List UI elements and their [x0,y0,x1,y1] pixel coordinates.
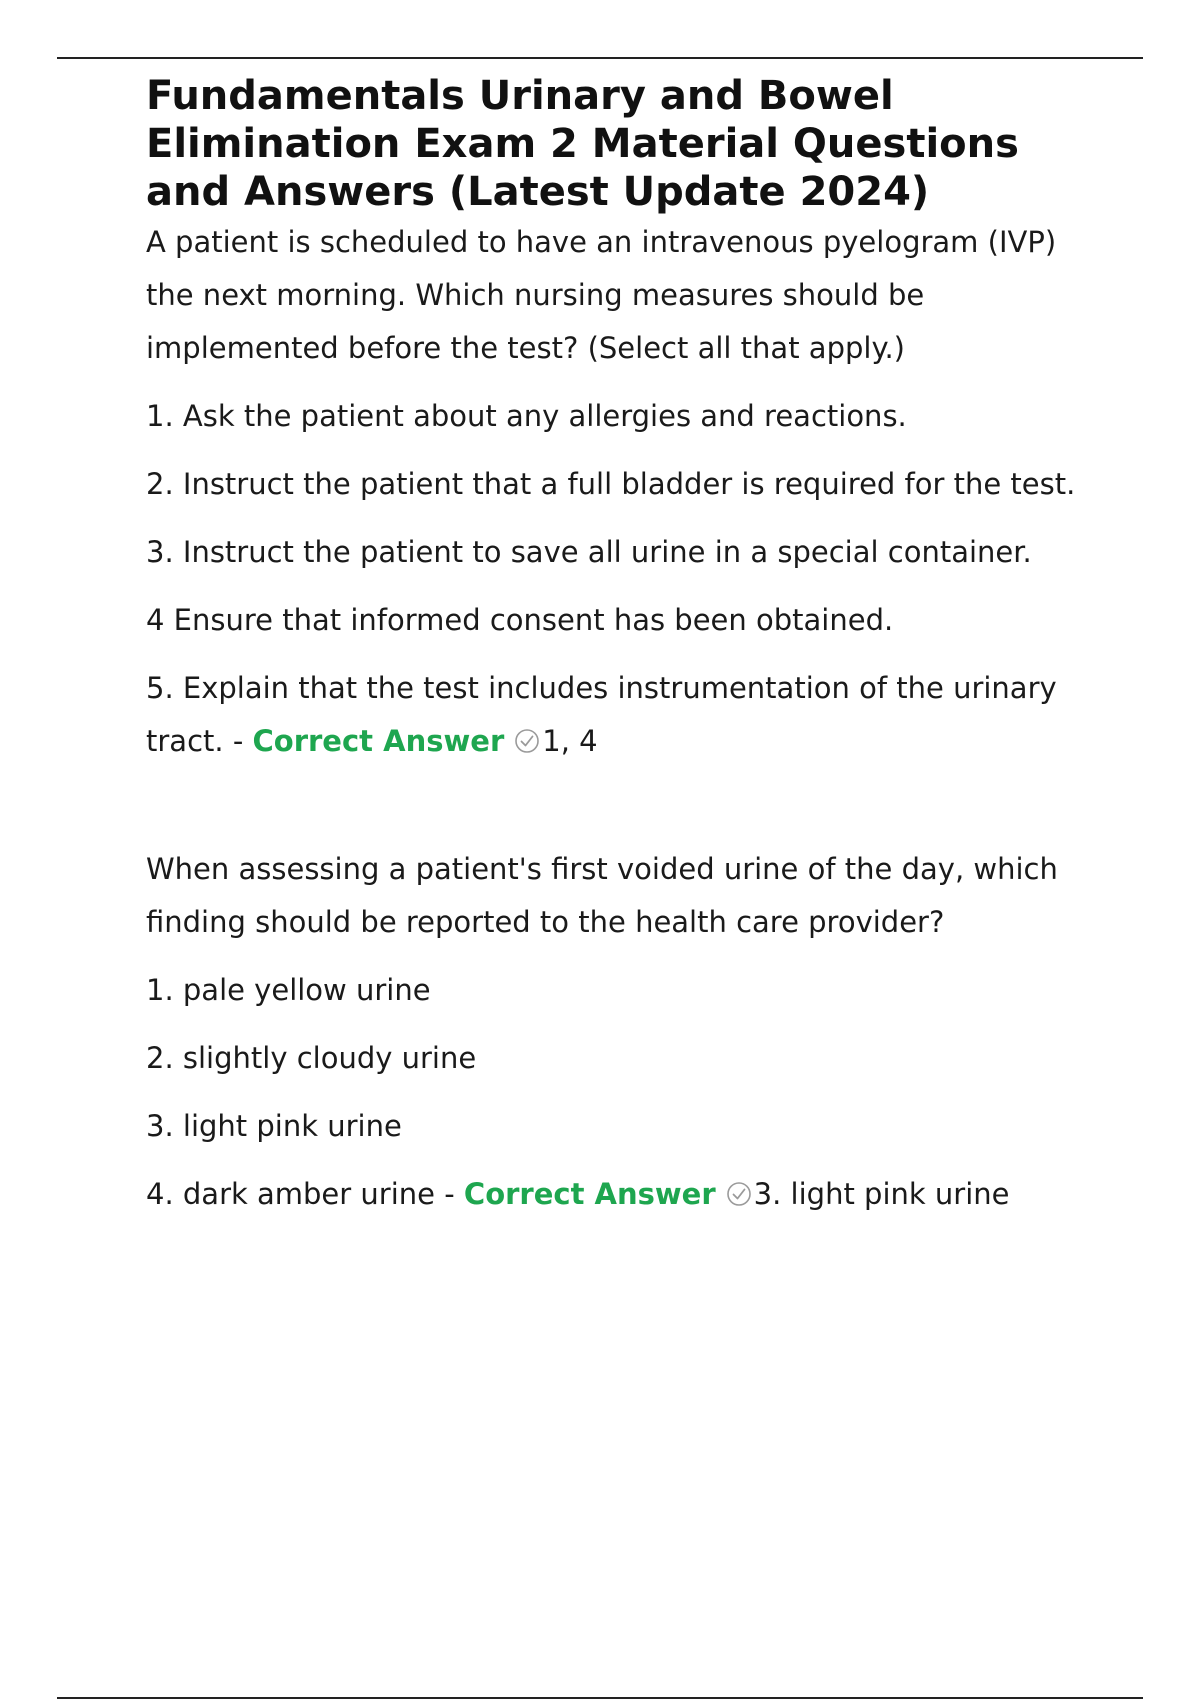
option-1-1: 1. Ask the patient about any allergies and reactions. [146,399,907,433]
question-spacer [146,768,1106,843]
top-divider [57,57,1143,59]
document-title: Fundamentals Urinary and Bowel Elimination Exam 2 Material Questions and Answers (Latest Update 2024) [146,73,1019,215]
check-circle-icon [726,1181,752,1207]
option-1-5: 5. Explain that the test includes instrumentation of the urinary tract. - [146,671,1057,758]
question-block-1 [146,216,1106,768]
question-stem-1: A patient is scheduled to have an intravenous pyelogram (IVP) the next morning. Which nursing measures should be implemented before the test? (Select all that apply.) [146,225,1057,365]
correct-answer-label-2: Correct Answer [463,1177,716,1211]
document-body [146,72,1106,1221]
question-block-2 [146,843,1106,1221]
option-2-4-with-answer [146,1168,1106,1221]
option-2-3: 3. light pink urine [146,1109,402,1143]
option-1-4: 4 Ensure that informed consent has been obtained. [146,603,894,637]
option-1-5-with-answer [146,662,1106,768]
answer-value-1: 1, 4 [542,724,598,758]
option-2-2: 2. slightly cloudy urine [146,1041,477,1075]
answer-value-2: 3. light pink urine [753,1177,1010,1211]
option-2-4: 4. dark amber urine - [146,1177,464,1211]
option-2-1: 1. pale yellow urine [146,973,431,1007]
option-1-2: 2. Instruct the patient that a full bladder is required for the test. [146,467,1076,501]
option-1-3: 3. Instruct the patient to save all urine in a special container. [146,535,1032,569]
question-stem-2: When assessing a patient's first voided urine of the day, which finding should be reported to the health care provider? [146,852,1058,939]
check-circle-icon [514,728,540,754]
bottom-divider [57,1697,1143,1699]
correct-answer-label-1: Correct Answer [252,724,505,758]
